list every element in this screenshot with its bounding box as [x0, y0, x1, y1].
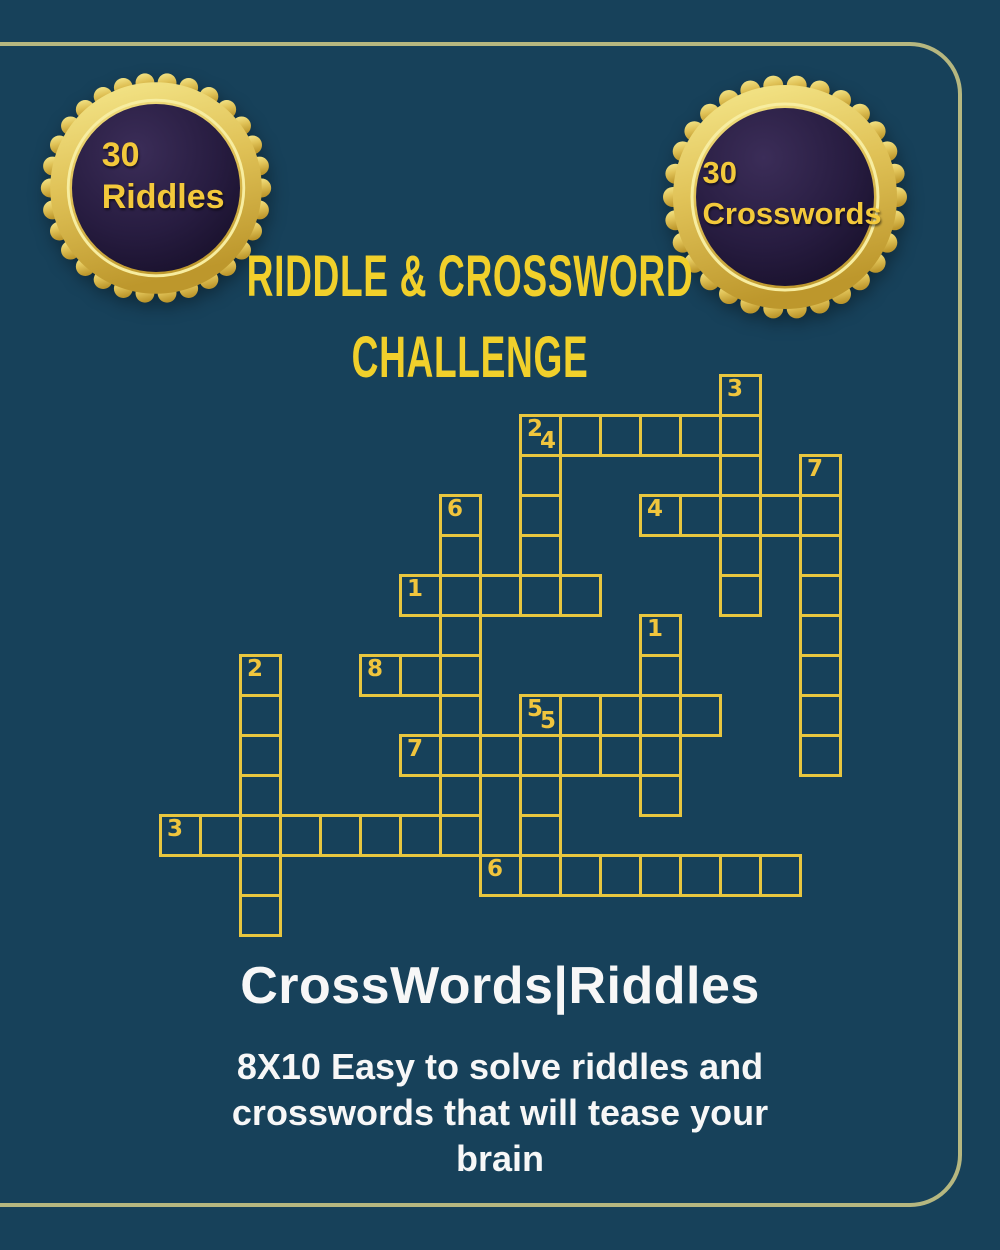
crossword-number: 5: [527, 696, 544, 722]
crossword-cell: [559, 574, 602, 617]
crossword-cell: [799, 694, 842, 737]
crossword-cell: [559, 854, 602, 897]
crossword-cell: [519, 454, 562, 497]
crossword-cell: [519, 774, 562, 817]
subtitle-line: brain: [455, 1138, 544, 1179]
crossword-cell: [719, 494, 762, 537]
book-title: [0, 236, 940, 398]
crossword-cell: [559, 414, 602, 457]
crossword-cell: [519, 494, 562, 537]
crossword-number: 7: [807, 456, 824, 482]
crossword-cell: [719, 854, 762, 897]
crossword-cell: [599, 734, 642, 777]
crossword-cell: [239, 774, 282, 817]
crossword-cell: [679, 854, 722, 897]
subtitle-line: 8X10 Easy to solve riddles and: [236, 1046, 764, 1087]
crossword-cell: [759, 854, 802, 897]
crossword-cell: [639, 694, 682, 737]
crossword-cell: [799, 614, 842, 657]
title-line-1: RIDDLE & CROSSWORD: [246, 244, 694, 309]
crossword-number: 6: [487, 856, 504, 882]
crossword-cell: [519, 814, 562, 857]
crossword-cell: [719, 534, 762, 577]
crossword-cell: [439, 534, 482, 577]
crossword-cell: [599, 694, 642, 737]
crossword-number: 6: [447, 496, 464, 522]
crossword-number: 2: [527, 416, 544, 442]
crossword-cell: [599, 854, 642, 897]
crossword-cell: [399, 654, 442, 697]
crossword-number: 1: [407, 576, 424, 602]
crossword-cell: [239, 814, 282, 857]
crossword-cell: [439, 654, 482, 697]
crossword-number: 4: [539, 428, 556, 454]
crossword-cell: [519, 534, 562, 577]
crossword-number: 3: [167, 816, 184, 842]
crossword-cell: [199, 814, 242, 857]
crossword-cell: [599, 414, 642, 457]
crossword-cell: [759, 494, 802, 537]
crossword-cell: [239, 734, 282, 777]
crossword-number: 5: [539, 708, 556, 734]
crossword-cell: [319, 814, 362, 857]
crossword-cell: [679, 414, 722, 457]
crossword-cell: [239, 854, 282, 897]
crossword-cell: [399, 814, 442, 857]
crossword-cell: [439, 734, 482, 777]
badge-crosswords-text: [703, 152, 882, 234]
tagline: CrossWords|Riddles: [240, 957, 760, 1015]
crossword-cell: [439, 774, 482, 817]
crossword-cell: [479, 734, 522, 777]
crossword-cell: [679, 694, 722, 737]
crossword-cell: [799, 574, 842, 617]
crossword-cell: [719, 454, 762, 497]
crossword-number: 8: [367, 656, 384, 682]
crossword-grid: [160, 375, 840, 935]
crossword-cell: [439, 574, 482, 617]
crossword-cell: [799, 534, 842, 577]
crossword-cell: [639, 414, 682, 457]
title-line-2: CHALLENGE: [351, 325, 589, 390]
crossword-cell: [719, 414, 762, 457]
badge-riddles-text: [102, 134, 225, 218]
crossword-cell: [439, 614, 482, 657]
crossword-cell: [479, 574, 522, 617]
crossword-cell: [799, 734, 842, 777]
crossword-number: 3: [727, 376, 744, 402]
crossword-cell: [519, 574, 562, 617]
crossword-cell: [439, 694, 482, 737]
crossword-cell: [439, 814, 482, 857]
crossword-cell: [679, 494, 722, 537]
crossword-cell: [519, 734, 562, 777]
crossword-number: 7: [407, 736, 424, 762]
badge-crosswords-label: Crosswords: [702, 196, 882, 231]
badge-riddles-label: Riddles: [101, 177, 225, 216]
crossword-cell: [239, 694, 282, 737]
crossword-cell: [559, 694, 602, 737]
crossword-cell: [639, 774, 682, 817]
crossword-number: 1: [647, 616, 664, 642]
crossword-cell: [279, 814, 322, 857]
badge-riddles-count: 30: [101, 135, 140, 174]
crossword-cell: [559, 734, 602, 777]
crossword-cell: [639, 654, 682, 697]
crossword-cell: [719, 574, 762, 617]
subtitle-line: crosswords that will tease your: [231, 1092, 769, 1133]
crossword-number: 4: [647, 496, 664, 522]
crossword-cell: [639, 734, 682, 777]
badge-crosswords-count: 30: [702, 155, 737, 190]
crossword-cell: [799, 494, 842, 537]
crossword-cell: [639, 854, 682, 897]
crossword-cell: [359, 814, 402, 857]
crossword-number: 2: [247, 656, 264, 682]
crossword-cell: [519, 854, 562, 897]
subtitle: [0, 1044, 1000, 1182]
crossword-cell: [799, 654, 842, 697]
crossword-cell: [239, 894, 282, 937]
